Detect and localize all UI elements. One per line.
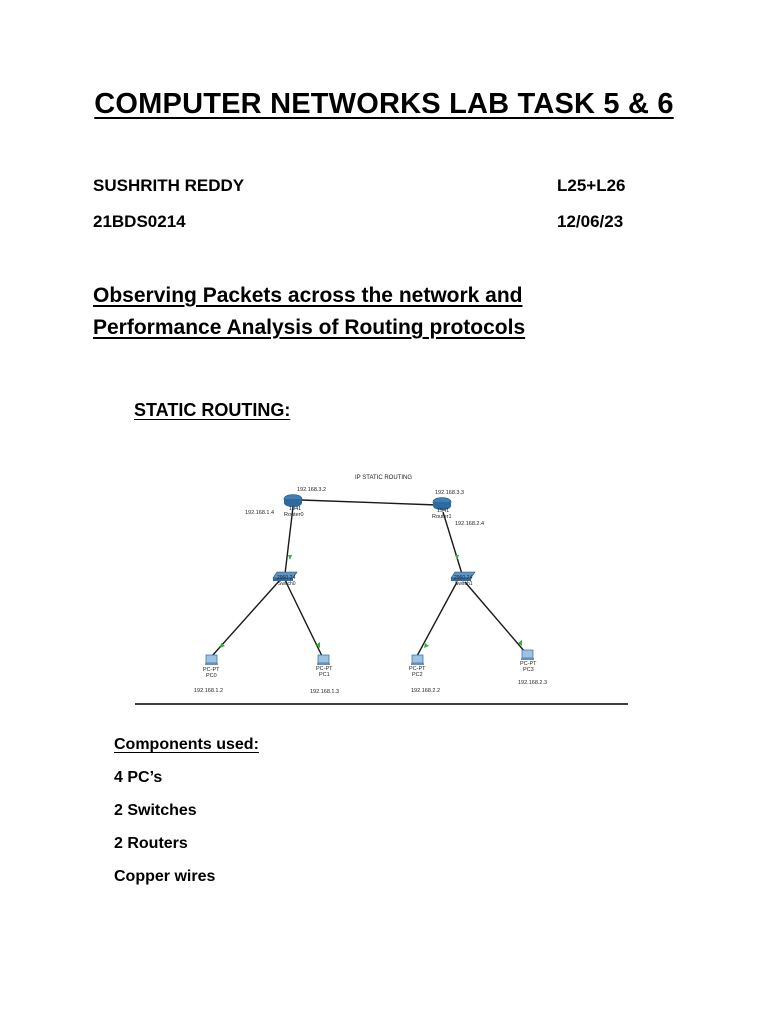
port-up-icon	[288, 555, 292, 560]
student-name: SUSHRITH REDDY	[93, 176, 245, 195]
pc1-ip: 192.168.1.3	[310, 689, 340, 695]
submission-date: 12/06/23	[557, 212, 624, 231]
link-switch1-pc2	[417, 582, 457, 656]
list-item: 2 Switches	[114, 802, 197, 819]
pc-icon	[318, 655, 329, 663]
pc0-name: PC0	[206, 673, 217, 679]
router0-ip-top: 192.168.3.2	[297, 487, 327, 493]
topic-heading-line-2: Performance Analysis of Routing protocols	[93, 316, 526, 339]
pc1-name: PC1	[319, 672, 330, 678]
port-up-icon	[424, 643, 429, 648]
pc-icon	[206, 655, 217, 663]
lab-slot: L25+L26	[557, 176, 626, 195]
topic-heading	[93, 280, 525, 344]
list-item: Copper wires	[114, 868, 216, 885]
port-up-icon	[455, 555, 459, 560]
topic-heading-line-1: Observing Packets across the network and	[93, 284, 523, 307]
pc1-type: PC-PT	[316, 666, 333, 672]
pc3-name: PC3	[523, 667, 534, 673]
network-topology-diagram	[135, 462, 630, 710]
list-item: 2 Routers	[114, 835, 188, 852]
pc2-type: PC-PT	[409, 666, 426, 672]
pc-icon	[522, 650, 533, 658]
switch0-model: 2960-24	[277, 575, 296, 581]
router0-model: 1941	[289, 506, 302, 512]
router1-model: 1941	[437, 508, 450, 514]
section-heading: STATIC ROUTING:	[134, 400, 291, 420]
registration-number: 21BDS0214	[93, 212, 186, 231]
pc2-node	[409, 655, 440, 694]
link-switch1-pc3	[465, 582, 525, 652]
link-switch0-pc1	[285, 580, 322, 656]
router1-ip-side: 192.168.2.4	[455, 521, 485, 527]
router1-ip-top: 192.168.3.3	[435, 490, 465, 496]
components-title: Components used:	[114, 736, 259, 753]
switch1-name: Switch1	[455, 581, 473, 587]
link-router0-router1	[301, 500, 437, 505]
pc2-name: PC2	[412, 672, 423, 678]
diagram-caption: IP STATIC ROUTING	[355, 475, 413, 481]
pc0-ip: 192.168.1.2	[194, 688, 224, 694]
router0-node	[245, 487, 326, 518]
port-indicators	[220, 555, 522, 648]
pc-icon	[412, 655, 423, 663]
pc0-node	[194, 655, 223, 694]
switch0-name: Switch0	[278, 581, 296, 587]
pc0-type: PC-PT	[203, 667, 220, 673]
list-item: 4 PC’s	[114, 769, 163, 786]
pc3-type: PC-PT	[520, 661, 537, 667]
switch1-node	[451, 572, 475, 587]
router1-name: Router1	[432, 514, 452, 520]
pc3-ip: 192.168.2.3	[518, 680, 548, 686]
document-title: COMPUTER NETWORKS LAB TASK 5 & 6	[94, 88, 674, 120]
router0-ip-side: 192.168.1.4	[245, 510, 275, 516]
components-list	[114, 768, 215, 900]
router1-node	[432, 490, 484, 527]
switch1-model: 2960-24	[454, 575, 473, 581]
pc2-ip: 192.168.2.2	[411, 688, 441, 694]
pc3-node	[518, 650, 547, 686]
router0-name: Router0	[284, 512, 304, 518]
pc1-node	[310, 655, 339, 695]
